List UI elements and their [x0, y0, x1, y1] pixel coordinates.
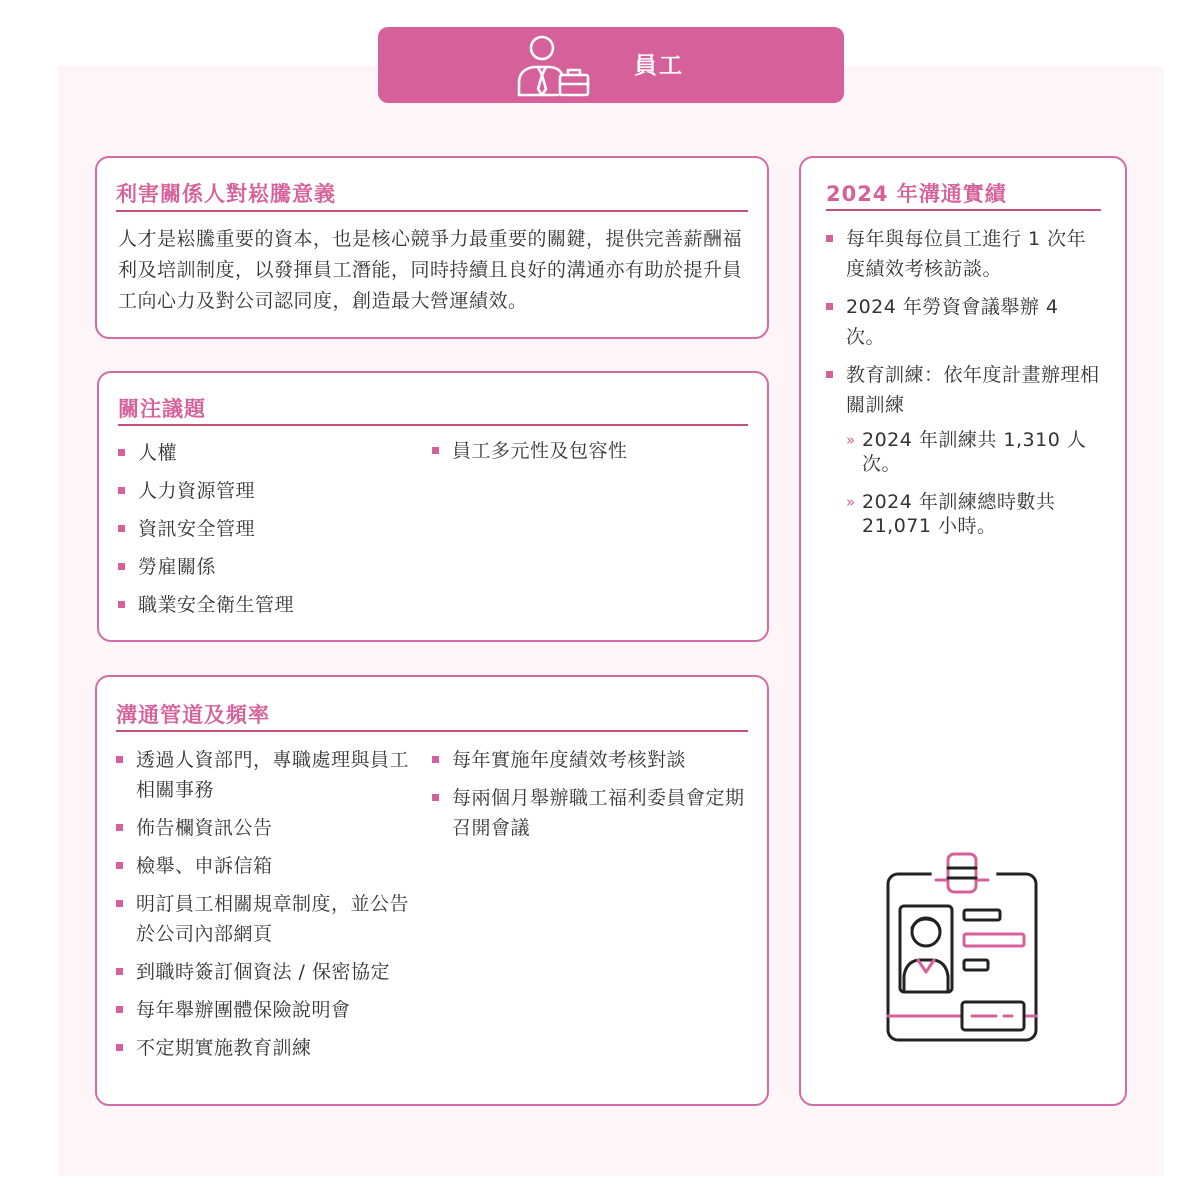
list-item: 勞雇關係	[118, 552, 418, 582]
sub-list-item: » 2024 年訓練總時數共 21,071 小時。	[846, 490, 1104, 538]
topics-divider	[118, 424, 748, 426]
list-item: 職業安全衛生管理	[118, 590, 418, 620]
list-item	[826, 360, 1104, 538]
channels-list-left	[116, 745, 416, 1071]
topics-card	[97, 371, 769, 642]
employee-briefcase-icon	[516, 33, 590, 97]
results-list	[826, 224, 1104, 552]
list-item: 透過人資部門，專職處理與員工相關事務	[116, 745, 416, 805]
list-item: 人力資源管理	[118, 476, 418, 506]
channels-card	[95, 675, 769, 1106]
results-title: 2024 年溝通實績	[826, 182, 1007, 206]
list-item: 員工多元性及包容性	[432, 436, 732, 466]
channels-title: 溝通管道及頻率	[116, 703, 270, 727]
meaning-card	[95, 156, 769, 339]
topics-list-right	[432, 436, 732, 474]
topics-title: 關注議題	[118, 397, 206, 421]
list-item: 每兩個月舉辦職工福利委員會定期召開會議	[432, 783, 754, 843]
list-item: 每年與每位員工進行 1 次年度績效考核訪談。	[826, 224, 1104, 284]
list-item: 每年實施年度績效考核對談	[432, 745, 754, 775]
list-item: 到職時簽訂個資法 / 保密協定	[116, 957, 416, 987]
list-item: 人權	[118, 438, 418, 468]
list-item: 不定期實施教育訓練	[116, 1033, 416, 1063]
list-item: 明訂員工相關規章制度，並公告於公司內部網頁	[116, 889, 416, 949]
meaning-divider	[116, 210, 748, 212]
list-item: 2024 年勞資會議舉辦 4 次。	[826, 292, 1104, 352]
training-sub-list	[846, 428, 1104, 538]
meaning-text: 人才是崧騰重要的資本，也是核心競爭力最重要的關鍵，提供完善薪酬福利及培訓制度，以發揮員工潛能，同時持續且良好的溝通亦有助於提升員工向心力及對公司認同度，創造最大營運績效。	[118, 228, 743, 312]
topics-list-left	[118, 438, 418, 628]
results-divider	[826, 209, 1101, 211]
sub-list-item: » 2024 年訓練共 1,310 人次。	[846, 428, 1104, 476]
meaning-title: 利害關係人對崧騰意義	[116, 182, 336, 206]
page-title: 員工	[634, 53, 684, 79]
list-item: 每年舉辦團體保險說明會	[116, 995, 416, 1025]
channels-divider	[116, 730, 748, 732]
section-header	[378, 27, 844, 103]
list-item: 檢舉、申訴信箱	[116, 851, 416, 881]
list-item: 佈告欄資訊公告	[116, 813, 416, 843]
list-item-text: 教育訓練：依年度計畫辦理相關訓練	[846, 364, 1100, 416]
channels-list-right	[432, 745, 754, 851]
employee-id-badge-icon	[884, 852, 1042, 1044]
list-item: 資訊安全管理	[118, 514, 418, 544]
